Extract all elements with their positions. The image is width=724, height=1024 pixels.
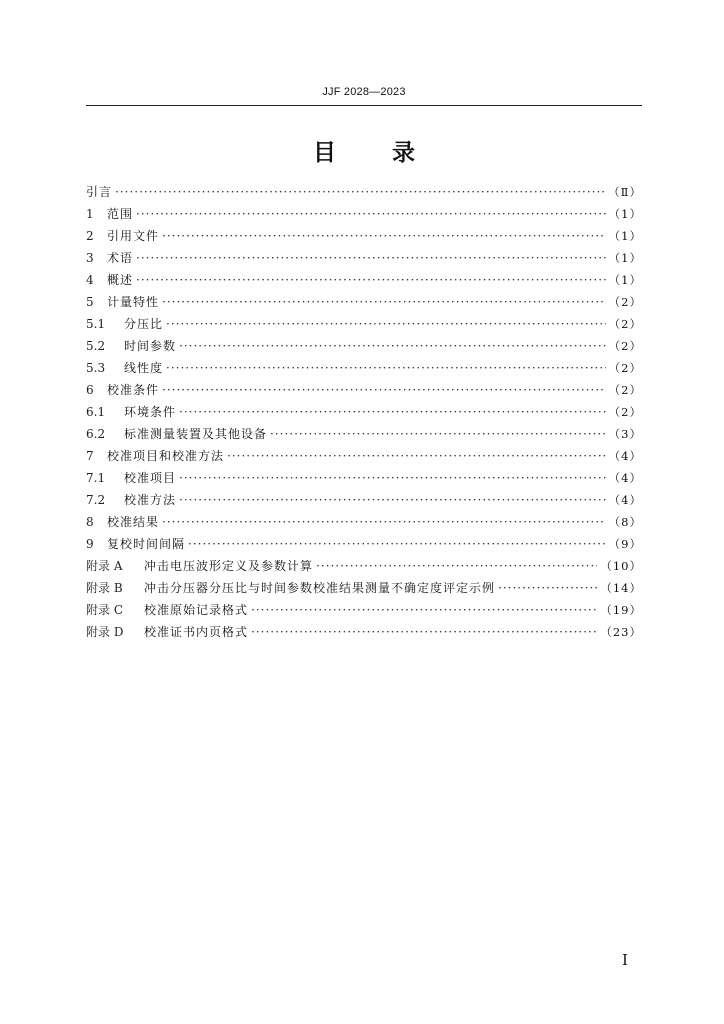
toc-page: （3） — [608, 427, 642, 441]
dot-leader — [162, 511, 606, 533]
title-char-1: 目 — [312, 140, 336, 166]
page-title — [86, 134, 642, 167]
dot-leader — [179, 489, 606, 511]
toc-number: 9 — [86, 537, 94, 551]
toc-label: 校准项目和校准方法 — [107, 449, 225, 463]
toc-label: 标准测量装置及其他设备 — [124, 427, 268, 441]
toc-label: 引用文件 — [107, 229, 160, 243]
toc-number: 附录 C — [86, 603, 123, 617]
toc-label: 引言 — [86, 185, 113, 199]
toc-page: （4） — [608, 471, 642, 485]
toc-label: 冲击电压波形定义及参数计算 — [144, 559, 314, 573]
toc-entry-appendix-b[interactable] — [86, 577, 642, 599]
toc-entry-appendix-c[interactable] — [86, 599, 642, 621]
table-of-contents — [86, 181, 642, 643]
toc-number: 6.1 — [86, 405, 106, 419]
toc-page: （4） — [608, 493, 642, 507]
toc-entry-3[interactable] — [86, 247, 642, 269]
toc-page: （10） — [600, 559, 642, 573]
dot-leader — [227, 445, 606, 467]
toc-entry-7[interactable] — [86, 445, 642, 467]
toc-entry-preface[interactable] — [86, 181, 642, 203]
dot-leader — [251, 599, 597, 621]
toc-label: 校准证书内页格式 — [144, 625, 249, 639]
toc-page: （1） — [608, 207, 642, 221]
toc-page: （14） — [600, 581, 642, 595]
toc-label: 校准原始记录格式 — [144, 603, 249, 617]
dot-leader — [115, 181, 605, 203]
toc-number: 附录 D — [86, 625, 124, 639]
dot-leader — [188, 533, 606, 555]
dot-leader — [162, 379, 606, 401]
standard-code-header: JJF 2028—2023 — [322, 86, 406, 98]
toc-label: 分压比 — [124, 317, 164, 331]
toc-number: 5.1 — [86, 317, 106, 331]
header-divider — [86, 105, 642, 106]
toc-number: 5.2 — [86, 339, 106, 353]
toc-entry-2[interactable] — [86, 225, 642, 247]
toc-number: 7 — [86, 449, 94, 463]
toc-number: 附录 B — [86, 581, 123, 595]
toc-page: （1） — [608, 273, 642, 287]
toc-number: 7.1 — [86, 471, 106, 485]
toc-number: 3 — [86, 251, 94, 265]
toc-label: 计量特性 — [107, 295, 160, 309]
toc-number: 5.3 — [86, 361, 106, 375]
toc-page: （23） — [600, 625, 642, 639]
toc-page: （2） — [608, 361, 642, 375]
toc-label: 时间参数 — [124, 339, 177, 353]
toc-page: （9） — [608, 537, 642, 551]
toc-label: 环境条件 — [124, 405, 177, 419]
toc-entry-appendix-a[interactable] — [86, 555, 642, 577]
toc-entry-7-2[interactable] — [86, 489, 642, 511]
toc-entry-appendix-d[interactable] — [86, 621, 642, 643]
dot-leader — [179, 335, 606, 357]
toc-entry-6-2[interactable] — [86, 423, 642, 445]
toc-label: 线性度 — [124, 361, 164, 375]
toc-label: 复校时间间隔 — [107, 537, 186, 551]
toc-page: （2） — [608, 295, 642, 309]
toc-page: （Ⅱ） — [608, 185, 642, 199]
toc-page: （4） — [608, 449, 642, 463]
toc-page: （2） — [608, 317, 642, 331]
page-number: I — [622, 951, 628, 969]
dot-leader — [136, 247, 606, 269]
toc-entry-9[interactable] — [86, 533, 642, 555]
toc-label: 校准方法 — [124, 493, 177, 507]
toc-entry-5-3[interactable] — [86, 357, 642, 379]
toc-label: 校准结果 — [107, 515, 160, 529]
toc-number: 2 — [86, 229, 94, 243]
toc-page: （1） — [608, 251, 642, 265]
toc-number: 附录 A — [86, 559, 123, 573]
toc-page: （2） — [608, 339, 642, 353]
toc-page: （19） — [600, 603, 642, 617]
dot-leader — [316, 555, 597, 577]
title-char-2: 录 — [392, 140, 415, 166]
dot-leader — [251, 621, 597, 643]
toc-label: 概述 — [107, 273, 134, 287]
dot-leader — [136, 269, 606, 291]
toc-page: （1） — [608, 229, 642, 243]
toc-entry-7-1[interactable] — [86, 467, 642, 489]
toc-number: 1 — [86, 207, 94, 221]
toc-entry-6[interactable] — [86, 379, 642, 401]
dot-leader — [166, 357, 606, 379]
toc-label: 校准项目 — [124, 471, 177, 485]
toc-label: 冲击分压器分压比与时间参数校准结果测量不确定度评定示例 — [144, 581, 496, 595]
toc-entry-5[interactable] — [86, 291, 642, 313]
toc-number: 7.2 — [86, 493, 106, 507]
toc-number: 8 — [86, 515, 94, 529]
dot-leader — [179, 467, 606, 489]
toc-entry-8[interactable] — [86, 511, 642, 533]
toc-label: 校准条件 — [107, 383, 160, 397]
toc-entry-6-1[interactable] — [86, 401, 642, 423]
dot-leader — [162, 225, 606, 247]
dot-leader — [270, 423, 606, 445]
toc-number: 6 — [86, 383, 94, 397]
toc-entry-5-2[interactable] — [86, 335, 642, 357]
toc-entry-5-1[interactable] — [86, 313, 642, 335]
toc-entry-4[interactable] — [86, 269, 642, 291]
dot-leader — [166, 313, 606, 335]
toc-number: 4 — [86, 273, 94, 287]
toc-page: （2） — [608, 383, 642, 397]
toc-label: 范围 — [107, 207, 134, 221]
dot-leader — [162, 291, 606, 313]
dot-leader — [498, 577, 597, 599]
dot-leader — [136, 203, 606, 225]
toc-label: 术语 — [107, 251, 134, 265]
toc-page: （2） — [608, 405, 642, 419]
toc-entry-1[interactable] — [86, 203, 642, 225]
dot-leader — [179, 401, 606, 423]
toc-number: 5 — [86, 295, 94, 309]
toc-number: 6.2 — [86, 427, 106, 441]
toc-page: （8） — [608, 515, 642, 529]
